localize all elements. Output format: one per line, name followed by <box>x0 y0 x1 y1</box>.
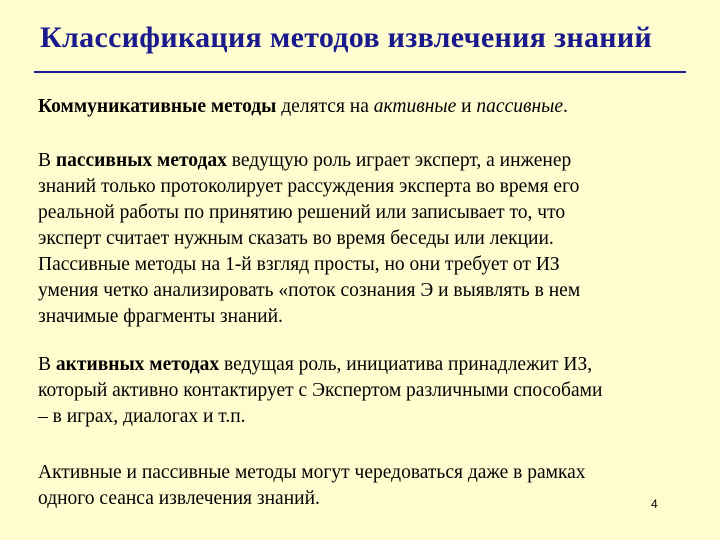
term-passive: пассивные <box>476 96 563 117</box>
text-fragment: ведущую роль играет эксперт, а инженер <box>226 150 572 171</box>
paragraph-line: который активно контактирует с Экспертом различными способами <box>38 380 603 401</box>
slide-title: Классификация методов извлечения знаний <box>40 21 653 54</box>
text-fragment: и <box>456 96 477 117</box>
term-active: активные <box>373 96 457 117</box>
term-passive-methods: пассивных методах <box>55 150 227 171</box>
text-fragment: . <box>562 96 568 117</box>
paragraph-line: значимые фрагменты знаний. <box>38 306 283 327</box>
paragraph-active-methods <box>38 352 688 430</box>
text-fragment: В <box>38 150 56 171</box>
paragraph-alternation <box>38 460 688 512</box>
page-number: 4 <box>651 497 658 511</box>
paragraph-line: эксперт считает нужным сказать во время беседы или лекции. <box>38 228 554 249</box>
paragraph-communicative-methods <box>38 94 688 120</box>
title-underline <box>34 71 686 73</box>
paragraph-line: умения четко анализировать «поток сознания Э и выявлять в нем <box>38 280 581 301</box>
paragraph-line: знаний только протоколирует рассуждения эксперта во время его <box>38 176 580 197</box>
text-fragment: делятся на <box>276 96 374 117</box>
paragraph-line: Пассивные методы на 1-й взгляд просты, но они требует от ИЗ <box>38 254 560 275</box>
paragraph-line <box>38 148 688 174</box>
paragraph-line: – в играх, диалогах и т.п. <box>38 406 246 427</box>
paragraph-passive-methods <box>38 148 688 330</box>
term-communicative-methods: Коммуникативные методы <box>38 96 277 117</box>
paragraph-line: Активные и пассивные методы могут чередоваться даже в рамках <box>38 462 586 483</box>
paragraph-line: реальной работы по принятию решений или записывает то, что <box>38 202 566 223</box>
text-fragment: ведущая роль, инициатива принадлежит ИЗ, <box>219 354 593 375</box>
term-active-methods: активных методах <box>55 354 220 375</box>
paragraph-line <box>38 94 688 120</box>
paragraph-line <box>38 352 688 378</box>
text-fragment: В <box>38 354 56 375</box>
paragraph-line: одного сеанса извлечения знаний. <box>38 488 320 509</box>
